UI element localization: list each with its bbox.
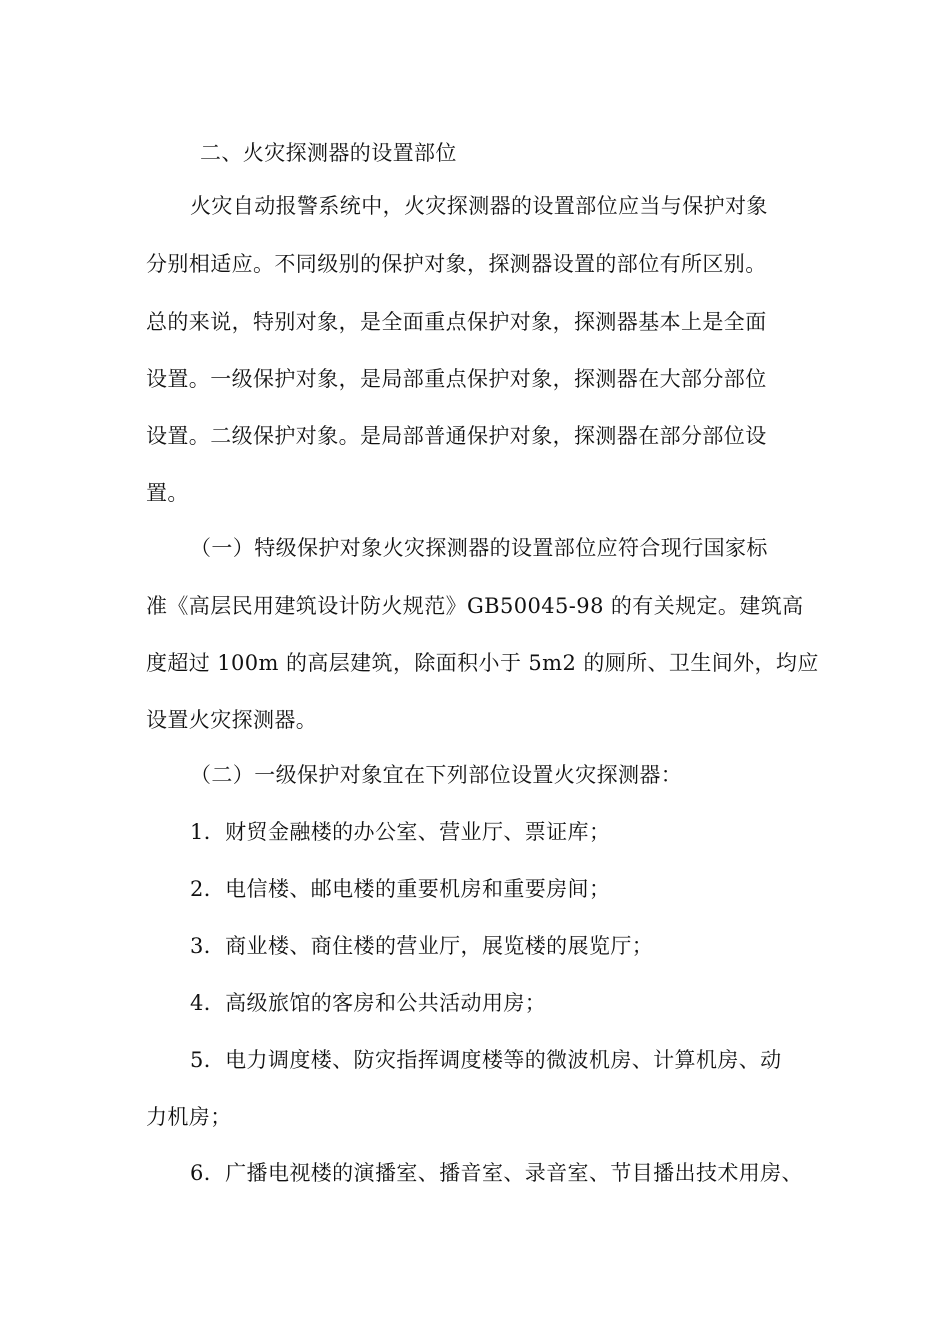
paragraph-line: 设置。一级保护对象，是局部重点保护对象，探测器在大部分部位 bbox=[146, 367, 767, 391]
paragraph-line: 置。 bbox=[146, 481, 189, 505]
paragraph-line: （二）一级保护对象宜在下列部位设置火灾探测器： bbox=[190, 763, 683, 787]
paragraph-line: 度超过 100m 的高层建筑，除面积小于 5m2 的厕所、卫生间外，均应 bbox=[146, 651, 819, 675]
paragraph-line: 准《高层民用建筑设计防火规范》GB50045-98 的有关规定。建筑高 bbox=[146, 594, 804, 618]
paragraph-line: 设置火灾探测器。 bbox=[146, 708, 318, 732]
paragraph-line: 火灾自动报警系统中，火灾探测器的设置部位应当与保护对象 bbox=[190, 194, 768, 218]
list-item: 4．高级旅馆的客房和公共活动用房； bbox=[190, 991, 547, 1015]
section-heading: 二、火灾探测器的设置部位 bbox=[200, 141, 457, 165]
paragraph-line: （一）特级保护对象火灾探测器的设置部位应符合现行国家标 bbox=[190, 536, 768, 560]
list-item: 3．商业楼、商住楼的营业厅，展览楼的展览厅； bbox=[190, 934, 654, 958]
paragraph-line: 设置。二级保护对象。是局部普通保护对象，探测器在部分部位设 bbox=[146, 424, 767, 448]
list-item: 2．电信楼、邮电楼的重要机房和重要房间； bbox=[190, 877, 611, 901]
paragraph-line: 总的来说，特别对象，是全面重点保护对象，探测器基本上是全面 bbox=[146, 310, 767, 334]
list-item: 1．财贸金融楼的办公室、营业厅、票证库； bbox=[190, 820, 611, 844]
paragraph-line: 分别相适应。不同级别的保护对象，探测器设置的部位有所区别。 bbox=[146, 252, 767, 276]
list-item: 6．广播电视楼的演播室、播音室、录音室、节目播出技术用房、 bbox=[190, 1161, 803, 1185]
list-item: 5．电力调度楼、防灾指挥调度楼等的微波机房、计算机房、动 bbox=[190, 1048, 782, 1072]
list-item: 力机房； bbox=[146, 1105, 232, 1129]
